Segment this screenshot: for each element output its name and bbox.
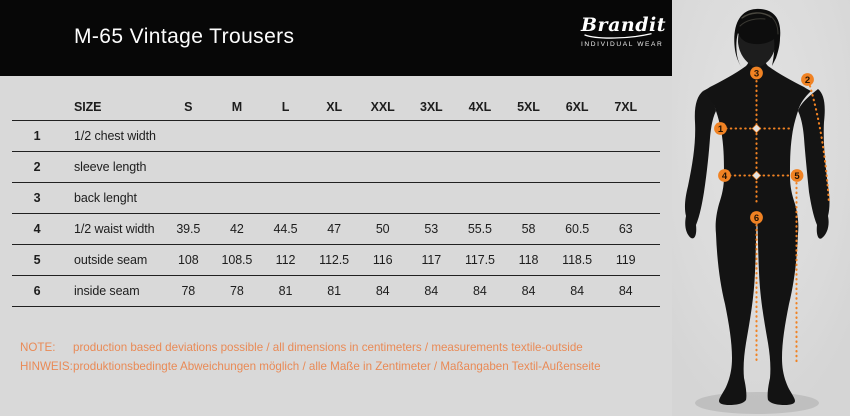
marker-number-1: 1 xyxy=(717,123,724,135)
column-header-3xl: 3XL xyxy=(419,100,443,114)
row-number: 6 xyxy=(33,284,41,298)
column-header-5xl: 5XL xyxy=(517,100,540,114)
cell-value: 60.5 xyxy=(565,222,590,236)
marker-number-6: 6 xyxy=(753,212,760,224)
note-row-en xyxy=(20,339,601,358)
table-row xyxy=(12,152,660,183)
cell-value: 39.5 xyxy=(176,222,201,236)
brand-logo xyxy=(581,14,666,48)
cell-value: 112 xyxy=(275,253,296,267)
body-silhouette-figure xyxy=(672,0,850,416)
size-column-header: SIZE xyxy=(74,100,102,114)
cell-value: 108.5 xyxy=(221,253,253,267)
row-label: back lenght xyxy=(74,191,137,205)
column-header-4xl: 4XL xyxy=(468,100,492,114)
row-label: 1/2 waist width xyxy=(74,222,155,236)
column-header-xl: XL xyxy=(326,100,342,114)
cell-value: 108 xyxy=(178,253,199,267)
header-bar xyxy=(0,0,672,76)
table-header-row xyxy=(12,76,660,121)
measurement-figure-panel xyxy=(672,0,850,416)
row-label: outside seam xyxy=(74,253,148,267)
table-row xyxy=(12,276,660,307)
brand-name: Brandit xyxy=(581,14,666,36)
row-number: 1 xyxy=(33,129,41,143)
cell-value: 117.5 xyxy=(464,253,495,267)
notes-block xyxy=(20,339,601,376)
column-header-7xl: 7XL xyxy=(614,100,637,114)
cell-value: 118.5 xyxy=(562,253,593,267)
cell-value: 84 xyxy=(521,284,536,298)
cell-value: 117 xyxy=(421,253,442,267)
marker-number-4: 4 xyxy=(721,170,728,182)
column-header-m: M xyxy=(231,100,243,114)
marker-number-2: 2 xyxy=(804,74,811,86)
cell-value: 55.5 xyxy=(467,222,492,236)
table-row xyxy=(12,183,660,214)
floor-shadow xyxy=(695,392,819,414)
column-header-l: L xyxy=(281,100,290,114)
marker-number-5: 5 xyxy=(794,170,800,182)
marker-badge-2 xyxy=(801,73,814,86)
hinweis-label: HINWEIS: xyxy=(20,359,73,373)
row-label: sleeve length xyxy=(74,160,147,174)
note-row-de xyxy=(20,358,601,377)
cell-value: 81 xyxy=(327,284,341,298)
table-row xyxy=(12,214,660,245)
marker-number-3: 3 xyxy=(753,68,760,80)
cell-value: 44.5 xyxy=(273,222,298,236)
brand-tagline: INDIVIDUAL WEAR xyxy=(581,41,664,48)
column-header-6xl: 6XL xyxy=(565,100,589,114)
row-number: 5 xyxy=(33,253,41,267)
cell-value: 119 xyxy=(615,253,636,267)
note-label: NOTE: xyxy=(20,341,56,354)
hinweis-text: produktionsbedingte Abweichungen möglich / alle Maße in Zentimeter / Maßangaben Textil-Außenseite xyxy=(73,359,601,373)
cell-value: 84 xyxy=(618,284,633,298)
cell-value: 58 xyxy=(521,222,536,236)
cell-value: 118 xyxy=(518,253,539,267)
cell-value: 42 xyxy=(230,222,244,236)
table-row xyxy=(12,121,660,152)
row-label: inside seam xyxy=(74,284,140,298)
cell-value: 84 xyxy=(375,284,390,298)
cell-value: 63 xyxy=(618,222,633,236)
cell-value: 84 xyxy=(473,284,487,298)
row-number: 3 xyxy=(33,191,41,205)
marker-badge-1 xyxy=(714,122,727,135)
column-header-xxl: XXL xyxy=(370,100,395,114)
cell-value: 116 xyxy=(372,253,393,267)
cell-value: 81 xyxy=(278,284,293,298)
cell-value: 78 xyxy=(230,284,244,298)
cell-value: 53 xyxy=(424,222,439,236)
row-label: 1/2 chest width xyxy=(74,129,156,143)
note-text: production based deviations possible / all dimensions in centimeters / measurements textile-outside xyxy=(73,341,583,354)
marker-badge-4 xyxy=(718,169,731,182)
marker-badge-5 xyxy=(791,169,804,182)
page-title: M-65 Vintage Trousers xyxy=(74,25,295,48)
cell-value: 47 xyxy=(327,222,341,236)
cell-value: 78 xyxy=(181,284,196,298)
cell-value: 112.5 xyxy=(319,253,350,267)
row-number: 2 xyxy=(33,160,41,174)
size-table xyxy=(12,76,660,307)
row-number: 4 xyxy=(33,222,41,236)
cell-value: 84 xyxy=(570,284,584,298)
cell-value: 84 xyxy=(424,284,439,298)
table-row xyxy=(12,245,660,276)
marker-badge-6 xyxy=(750,211,763,224)
cell-value: 50 xyxy=(375,222,390,236)
marker-badge-3 xyxy=(750,67,763,80)
column-header-s: S xyxy=(184,100,193,114)
